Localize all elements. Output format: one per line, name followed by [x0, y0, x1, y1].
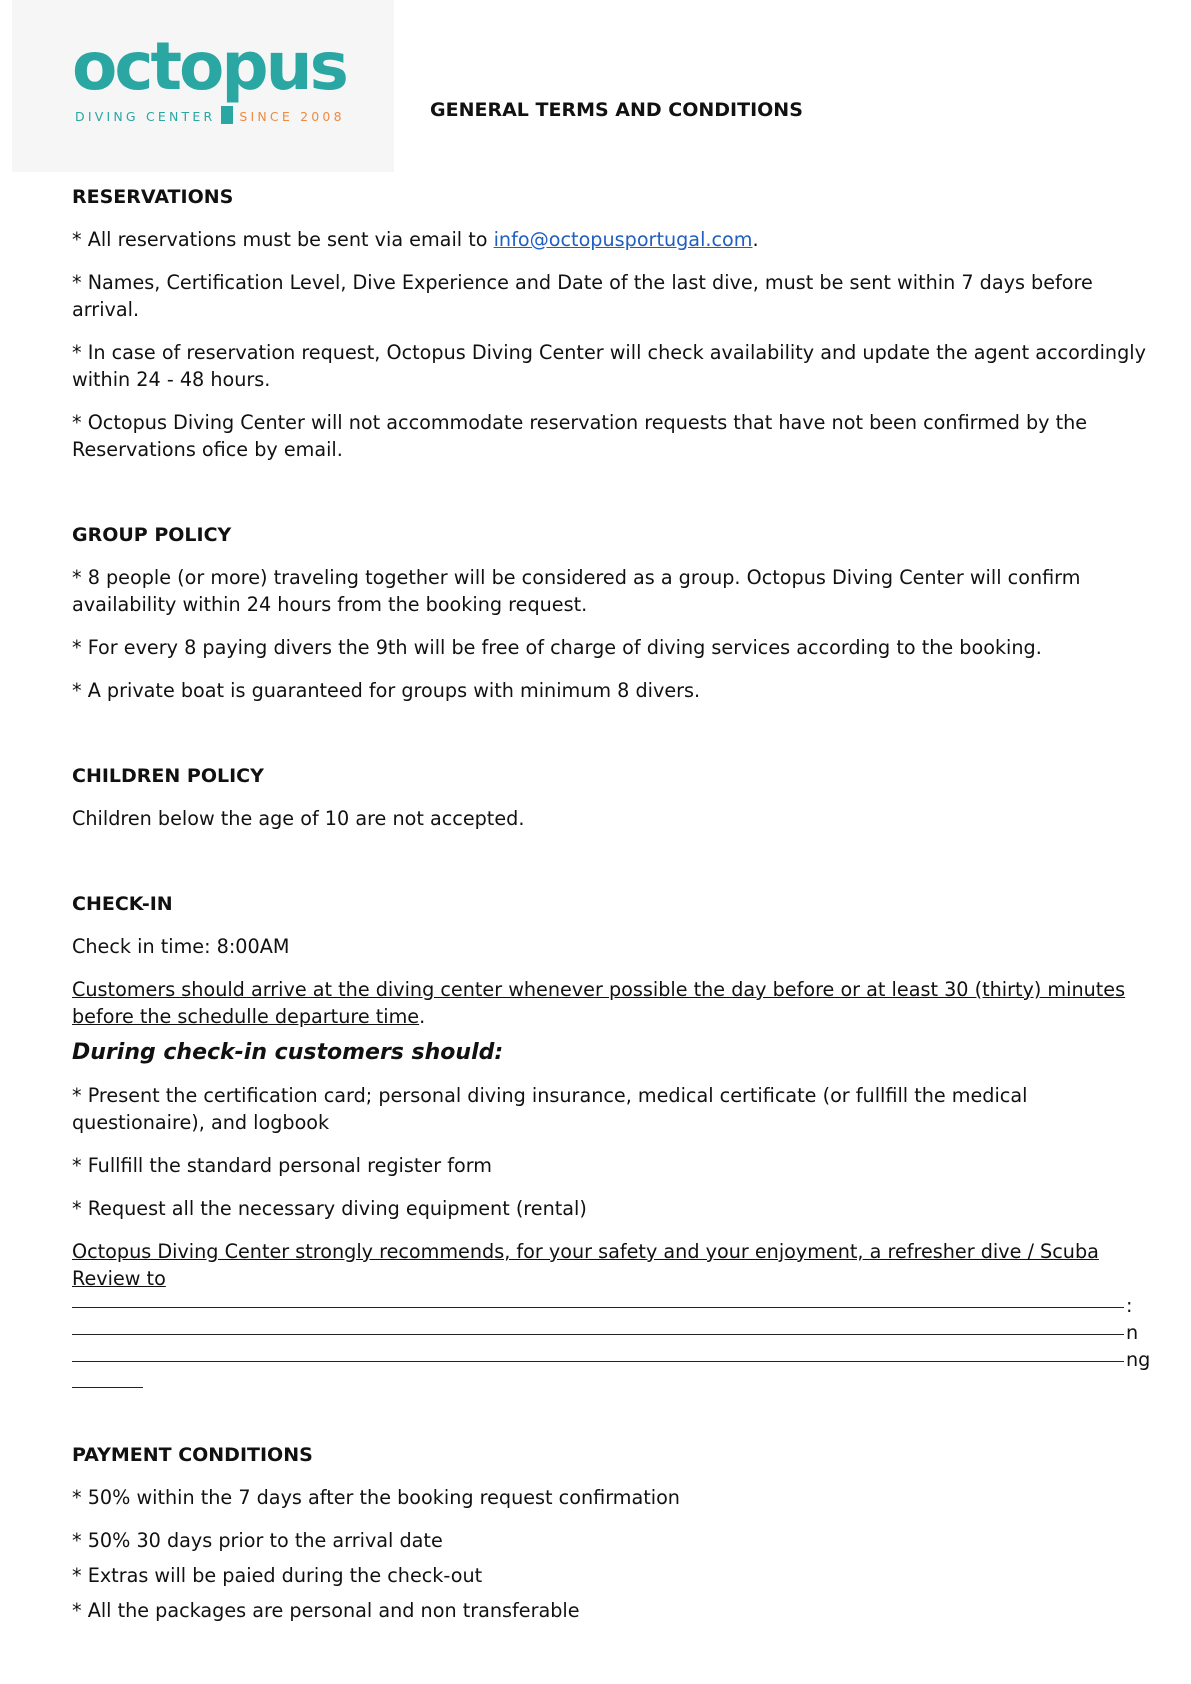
reservations-line-3: * In case of reservation request, Octopus Diving Center will check availability and update the agent accordingly within 24 - 48 hours. [72, 341, 1146, 391]
blank-line-1-tail: : [1126, 1294, 1133, 1317]
blank-line-2-tail: n [1126, 1321, 1139, 1344]
blank-line-1 [72, 1292, 1162, 1319]
email-link[interactable]: info@octopusportugal.com [493, 228, 753, 251]
group-policy-heading: GROUP POLICY [72, 524, 232, 546]
blank-line-3 [72, 1346, 1162, 1373]
logo-subtitle-diving-center: DIVING CENTER [75, 109, 216, 124]
check-in-time: Check in time: 8:00AM [72, 935, 290, 958]
check-in-arrival-text: Customers should arrive at the diving center whenever possible the day before or at least 30 (thirty) minutes before the schedulle departure time [72, 978, 1126, 1028]
group-policy-line-3: * A private boat is guaranteed for groups with minimum 8 divers. [72, 679, 701, 702]
payment-line-3: * Extras will be paied during the check-out [72, 1564, 483, 1587]
group-policy-line-2: * For every 8 paying divers the 9th will be free of charge of diving services according to the booking. [72, 636, 1042, 659]
company-logo [12, 0, 394, 172]
blank-line-2 [72, 1319, 1162, 1346]
check-in-item-1: * Present the certification card; personal diving insurance, medical certificate (or fullfill the medical questionaire), and logbook [72, 1084, 1028, 1134]
children-policy-line-1: Children below the age of 10 are not accepted. [72, 807, 525, 830]
section-children-policy [72, 763, 1162, 832]
check-in-arrival [72, 976, 1162, 1030]
section-group-policy [72, 522, 1162, 704]
recommendation-text: Octopus Diving Center strongly recommends, for your safety and your enjoyment, a refresher dive / Scuba Review to [72, 1240, 1099, 1290]
check-in-heading: CHECK-IN [72, 893, 173, 915]
check-in-item-2: * Fullfill the standard personal register form [72, 1154, 492, 1177]
payment-heading: PAYMENT CONDITIONS [72, 1444, 313, 1466]
check-in-item-3: * Request all the necessary diving equipment (rental) [72, 1197, 587, 1220]
blank-line-3-tail: ng [1126, 1348, 1151, 1371]
logo-subtitle [75, 106, 345, 124]
payment-line-2: * 50% 30 days prior to the arrival date [72, 1529, 443, 1552]
reservations-heading: RESERVATIONS [72, 186, 234, 208]
reservations-line-2: * Names, Certification Level, Dive Experience and Date of the last dive, must be sent within 7 days before arrival. [72, 271, 1093, 321]
logo-wordmark: octopus [72, 28, 346, 105]
reservations-line-4: * Octopus Diving Center will not accommodate reservation requests that have not been confirmed by the Reservations ofice by email. [72, 411, 1088, 461]
logo-subtitle-since: SINCE 2008 [239, 109, 345, 124]
section-check-in [72, 891, 1162, 1388]
document-body [72, 184, 1162, 1640]
reservations-line-1-text: * All reservations must be sent via email to [72, 228, 494, 251]
section-payment-conditions [72, 1442, 1162, 1624]
reservations-line-1-suffix: . [752, 228, 759, 251]
check-in-arrival-suffix: . [419, 1005, 426, 1028]
document-title: GENERAL TERMS AND CONDITIONS [430, 99, 803, 121]
children-policy-heading: CHILDREN POLICY [72, 765, 264, 787]
reservations-line-1 [72, 226, 1162, 253]
recommendation-block [72, 1238, 1162, 1388]
payment-line-4: * All the packages are personal and non transferable [72, 1599, 580, 1622]
payment-line-1: * 50% within the 7 days after the booking request confirmation [72, 1486, 680, 1509]
blank-line-4 [72, 1373, 143, 1388]
group-policy-line-1: * 8 people (or more) traveling together will be considered as a group. Octopus Diving Center will confirm availability within 24 hours from the booking request. [72, 566, 1081, 616]
section-reservations [72, 184, 1162, 463]
check-in-subheading: During check-in customers should: [72, 1040, 504, 1065]
logo-bar [221, 106, 233, 124]
